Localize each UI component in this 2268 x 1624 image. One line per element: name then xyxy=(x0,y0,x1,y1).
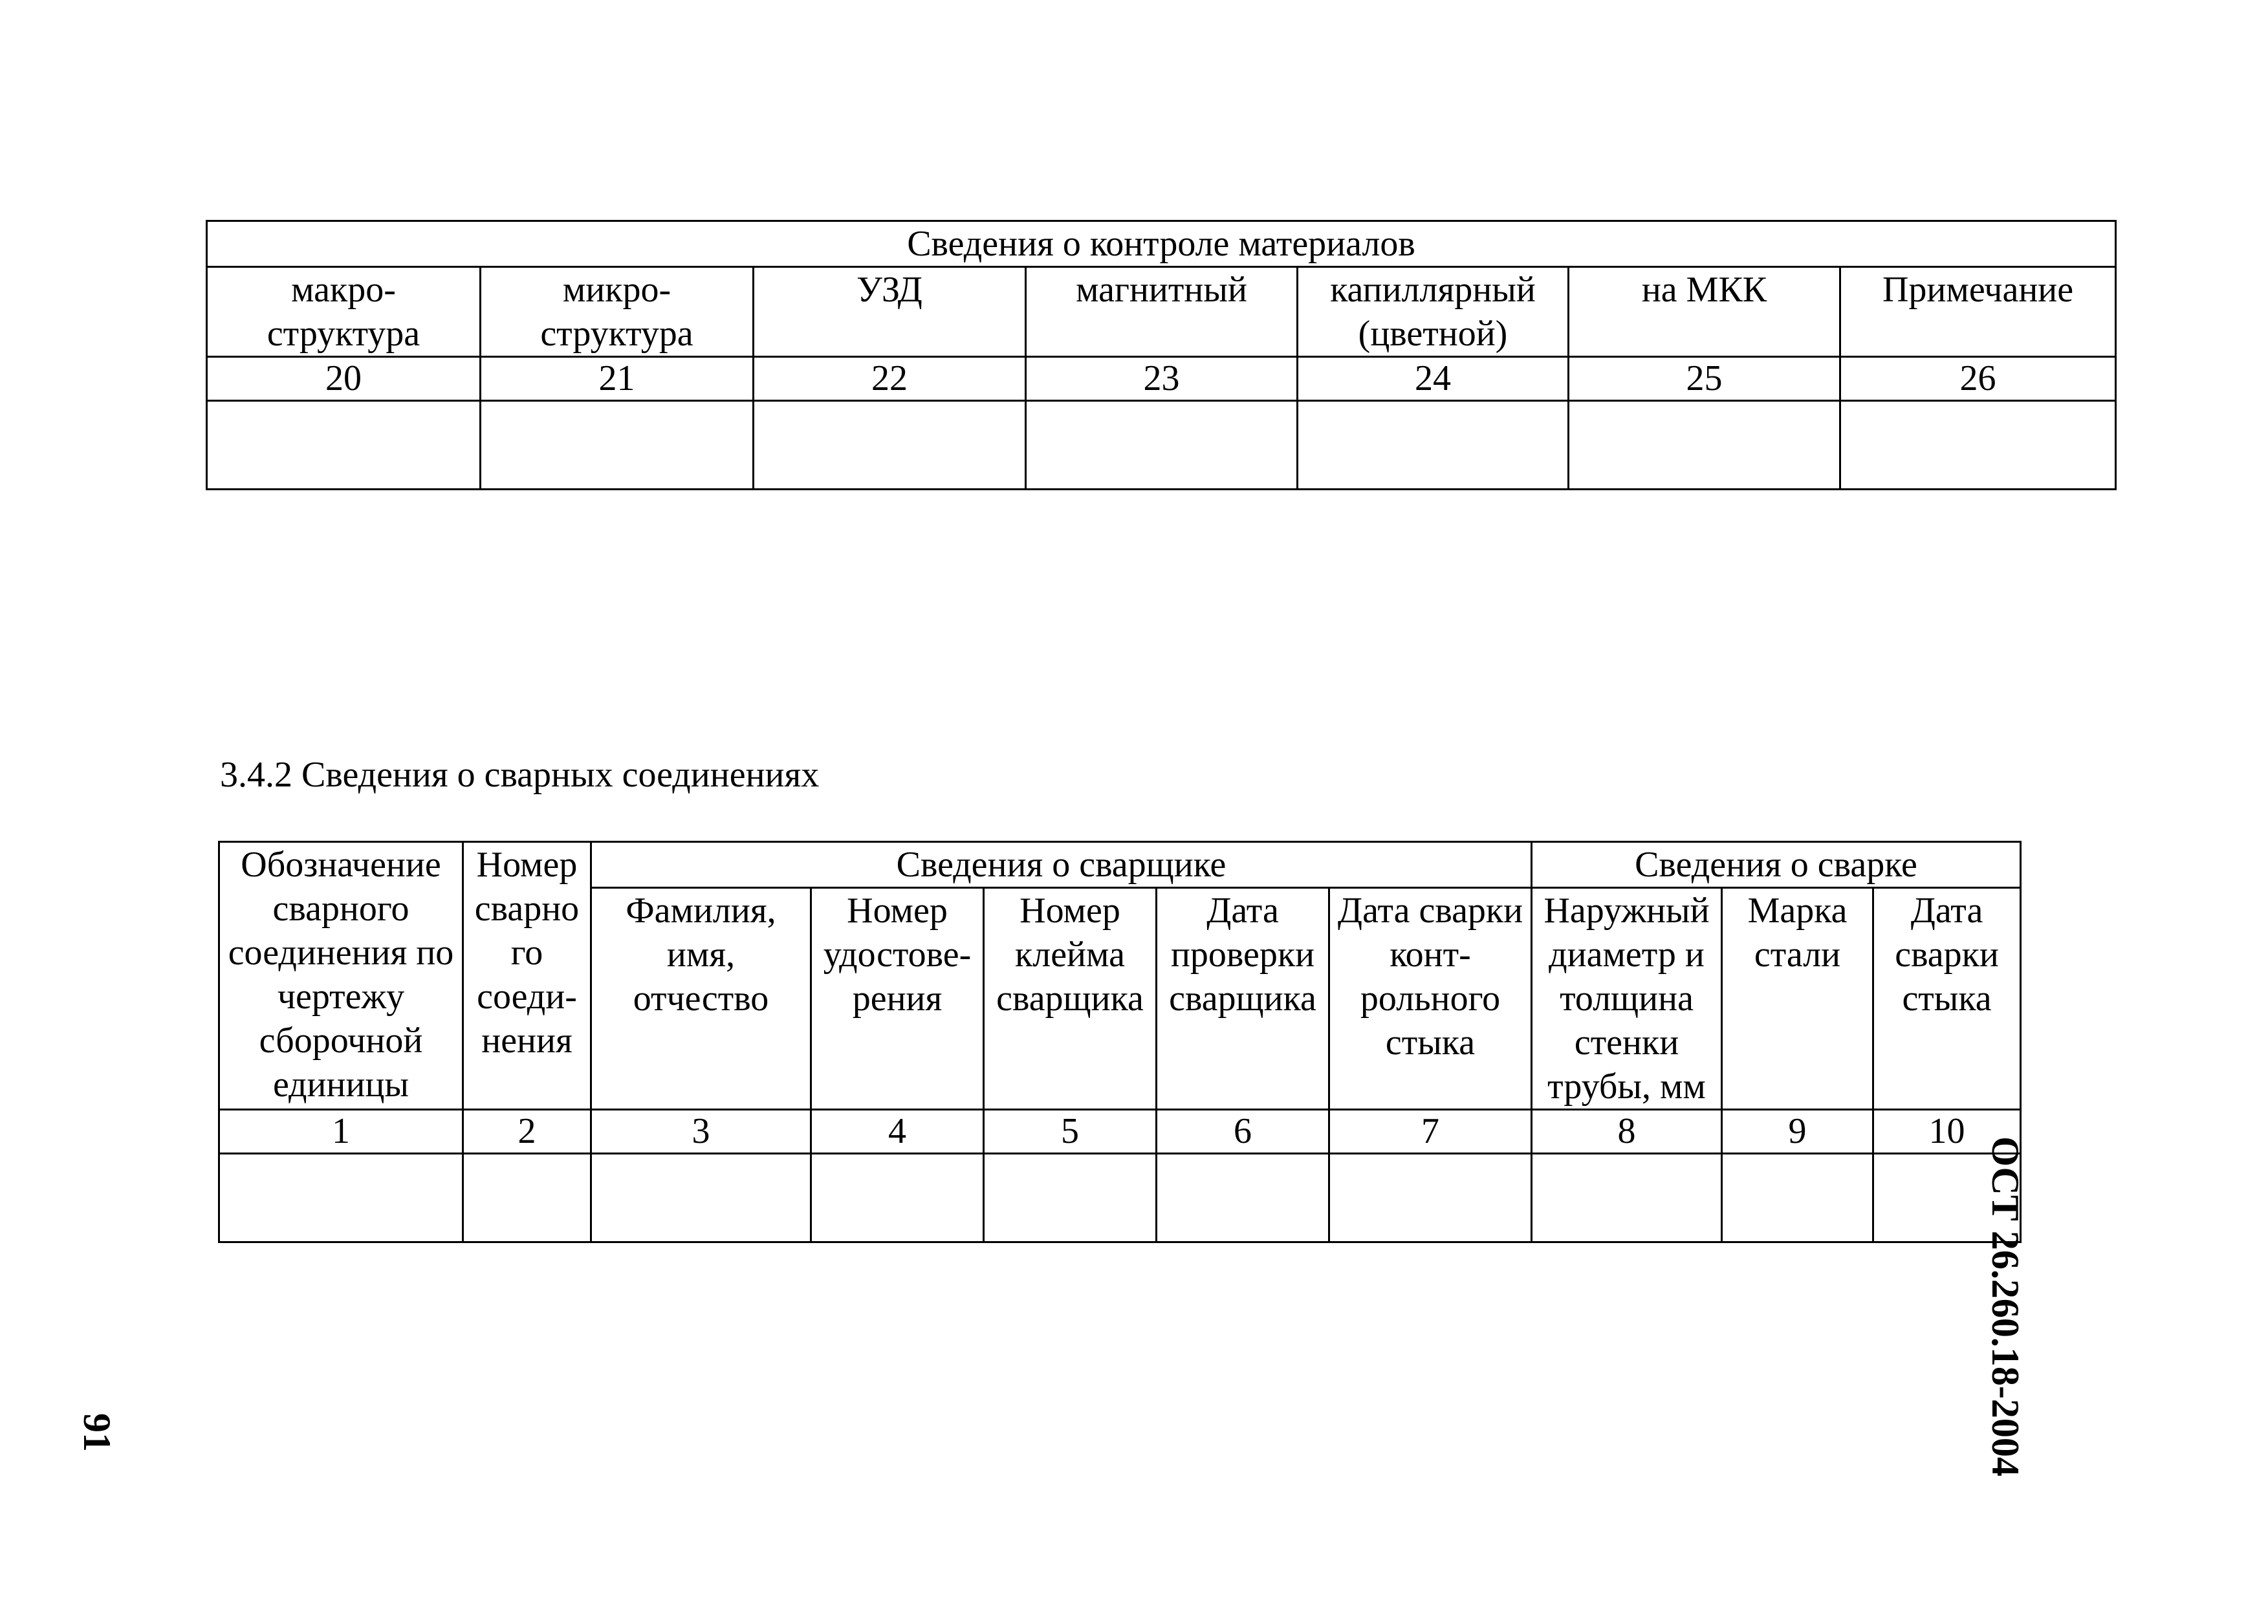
blank-cell xyxy=(1157,1154,1329,1242)
col-magnetic: магнитный xyxy=(1026,267,1298,357)
blank-cell xyxy=(481,401,754,490)
blank-cell xyxy=(811,1154,984,1242)
col-pipe-diameter: Наружный диаметр и толщина стенки трубы, мм xyxy=(1532,888,1722,1110)
col-number: 20 xyxy=(207,357,481,401)
col-number: 4 xyxy=(811,1110,984,1154)
col-number: 2 xyxy=(463,1110,591,1154)
col-number: 1 xyxy=(219,1110,463,1154)
col-number: 21 xyxy=(481,357,754,401)
blank-cell xyxy=(1026,401,1298,490)
col-number: 9 xyxy=(1722,1110,1873,1154)
blank-cell xyxy=(1329,1154,1532,1242)
materials-control-table xyxy=(206,220,2117,490)
col-welder-check-date: Дата проверки сварщика xyxy=(1157,888,1329,1110)
blank-cell xyxy=(1840,401,2116,490)
col-welder-name: Фамилия, имя, отчество xyxy=(591,888,811,1110)
document-code: ОСТ 26.260.18-2004 xyxy=(1984,1136,2027,1477)
welder-group-header: Сведения о сварщике xyxy=(591,842,1532,888)
col-control-joint-date: Дата сварки конт- рольного стыка xyxy=(1329,888,1532,1110)
blank-cell xyxy=(754,401,1026,490)
blank-cell xyxy=(219,1154,463,1242)
col-macrostructure: макро- структура xyxy=(207,267,481,357)
blank-cell xyxy=(463,1154,591,1242)
col-number: 26 xyxy=(1840,357,2116,401)
col-joint-weld-date: Дата сварки стыка xyxy=(1873,888,2021,1110)
col-number: 22 xyxy=(754,357,1026,401)
blank-cell xyxy=(1569,401,1840,490)
col-number: 25 xyxy=(1569,357,1840,401)
col-number: 10 xyxy=(1873,1110,2021,1154)
col-uzd: УЗД xyxy=(754,267,1026,357)
col-number: 7 xyxy=(1329,1110,1532,1154)
blank-cell xyxy=(1532,1154,1722,1242)
col-note: Примечание xyxy=(1840,267,2116,357)
blank-cell xyxy=(591,1154,811,1242)
blank-cell xyxy=(1722,1154,1873,1242)
col-joint-number: Номер сварно го соеди- нения xyxy=(463,842,591,1110)
col-number: 3 xyxy=(591,1110,811,1154)
col-number: 24 xyxy=(1298,357,1569,401)
col-certificate-number: Номер удостове- рения xyxy=(811,888,984,1110)
col-stamp-number: Номер клейма сварщика xyxy=(984,888,1157,1110)
col-joint-designation: Обозначение сварного соединения по чертежу сборочной единицы xyxy=(219,842,463,1110)
col-microstructure: микро- структура xyxy=(481,267,754,357)
col-capillary: капиллярный (цветной) xyxy=(1298,267,1569,357)
welded-joints-table xyxy=(218,841,2022,1243)
col-number: 23 xyxy=(1026,357,1298,401)
blank-cell xyxy=(1298,401,1569,490)
col-number: 5 xyxy=(984,1110,1157,1154)
blank-cell xyxy=(207,401,481,490)
col-number: 6 xyxy=(1157,1110,1329,1154)
col-number: 8 xyxy=(1532,1110,1722,1154)
welding-group-header: Сведения о сварке xyxy=(1532,842,2021,888)
col-mkk: на МКК xyxy=(1569,267,1840,357)
section-heading: 3.4.2 Сведения о сварных соединениях xyxy=(220,755,820,795)
materials-control-title: Сведения о контроле материалов xyxy=(207,221,2116,267)
col-steel-grade: Марка стали xyxy=(1722,888,1873,1110)
blank-cell xyxy=(984,1154,1157,1242)
page-number: 91 xyxy=(76,1413,119,1452)
